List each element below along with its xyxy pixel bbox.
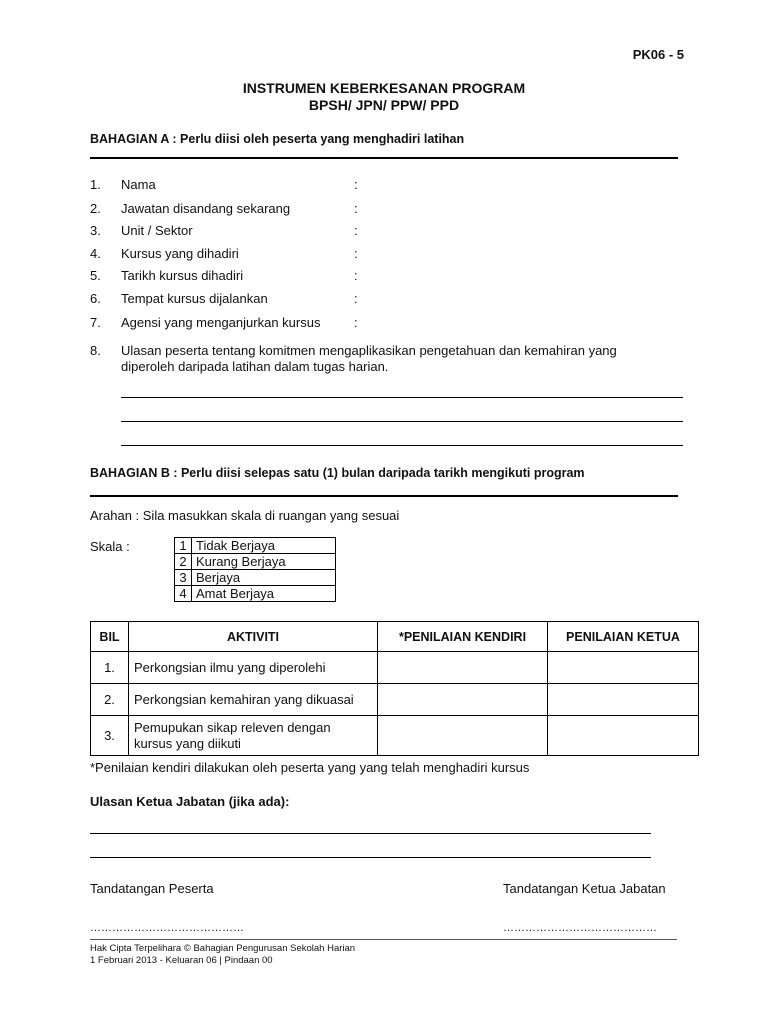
scale-number: 1 bbox=[175, 538, 192, 554]
scale-description: Berjaya bbox=[192, 570, 336, 586]
item-label: Unit / Sektor bbox=[121, 223, 193, 238]
footnote: *Penilaian kendiri dilakukan oleh peserta yang yang telah menghadiri kursus bbox=[90, 760, 530, 775]
table-row bbox=[91, 652, 699, 684]
scale-number: 2 bbox=[175, 554, 192, 570]
footer-version: 1 Februari 2013 - Keluaran 06 | Pindaan 00 bbox=[90, 955, 273, 966]
self-rating-cell[interactable] bbox=[378, 716, 548, 756]
item-colon: : bbox=[354, 291, 358, 306]
head-rating-cell[interactable] bbox=[548, 652, 699, 684]
scale-description: Tidak Berjaya bbox=[192, 538, 336, 554]
table-row bbox=[91, 716, 699, 756]
item-number: 7. bbox=[90, 315, 101, 330]
scale-description: Kurang Berjaya bbox=[192, 554, 336, 570]
activity-cell bbox=[129, 716, 378, 756]
item-colon: : bbox=[354, 268, 358, 283]
item-number: 1. bbox=[90, 177, 101, 192]
item-colon: : bbox=[354, 246, 358, 261]
row-number: 2. bbox=[91, 684, 129, 716]
participant-signature-label: Tandatangan Peserta bbox=[90, 881, 214, 896]
item-label-line1: Ulasan peserta tentang komitmen mengaplikasikan pengetahuan dan kemahiran yang bbox=[121, 343, 617, 358]
item-number: 2. bbox=[90, 201, 101, 216]
section-b-heading: BAHAGIAN B : Perlu diisi selepas satu (1) bulan daripada tarikh mengikuti program bbox=[90, 466, 585, 480]
item-colon: : bbox=[354, 201, 358, 216]
row-number: 1. bbox=[91, 652, 129, 684]
footer-rule bbox=[90, 939, 677, 940]
head-signature-label: Tandatangan Ketua Jabatan bbox=[503, 881, 666, 896]
item-label: Tarikh kursus dihadiri bbox=[121, 268, 244, 283]
table-row bbox=[175, 554, 336, 570]
self-rating-cell[interactable] bbox=[378, 684, 548, 716]
review-line bbox=[90, 857, 651, 858]
table-header-row bbox=[91, 622, 699, 652]
participant-signature-line[interactable]: …………………………………… bbox=[90, 922, 244, 934]
head-review-heading: Ulasan Ketua Jabatan (jika ada): bbox=[90, 794, 290, 809]
scale-number: 3 bbox=[175, 570, 192, 586]
document-subtitle: BPSH/ JPN/ PPW/ PPD bbox=[308, 97, 460, 113]
item-number: 3. bbox=[90, 223, 101, 238]
evaluation-table bbox=[90, 621, 699, 756]
item-number: 5. bbox=[90, 268, 101, 283]
table-row bbox=[175, 570, 336, 586]
section-b-rule bbox=[90, 495, 678, 497]
item-colon: : bbox=[354, 177, 358, 192]
item-label: Tempat kursus dijalankan bbox=[121, 291, 268, 306]
document-title: INSTRUMEN KEBERKESANAN PROGRAM bbox=[242, 80, 526, 96]
item-colon: : bbox=[354, 223, 358, 238]
self-rating-cell[interactable] bbox=[378, 652, 548, 684]
head-rating-cell[interactable] bbox=[548, 716, 699, 756]
head-signature-line[interactable]: …………………………………… bbox=[503, 922, 657, 934]
item-colon: : bbox=[354, 315, 358, 330]
scale-table bbox=[174, 537, 336, 602]
answer-line bbox=[121, 445, 683, 446]
activity-line2: kursus yang diikuti bbox=[134, 735, 241, 751]
answer-line bbox=[121, 397, 683, 398]
table-row bbox=[175, 538, 336, 554]
form-code: PK06 - 5 bbox=[632, 47, 684, 62]
scale-label: Skala : bbox=[90, 539, 130, 554]
item-label: Agensi yang menganjurkan kursus bbox=[121, 315, 321, 330]
activity-cell: Perkongsian ilmu yang diperolehi bbox=[129, 652, 378, 684]
row-number: 3. bbox=[91, 716, 129, 756]
head-rating-cell[interactable] bbox=[548, 684, 699, 716]
instruction-text: Arahan : Sila masukkan skala di ruangan yang sesuai bbox=[90, 508, 400, 523]
answer-line bbox=[121, 421, 683, 422]
column-header-aktiviti: AKTIVITI bbox=[129, 622, 378, 652]
item-label: Jawatan disandang sekarang bbox=[121, 201, 291, 216]
column-header-penilaian-ketua: PENILAIAN KETUA bbox=[548, 622, 699, 652]
column-header-bil: BIL bbox=[91, 622, 129, 652]
activity-line1: Pemupukan sikap releven dengan bbox=[134, 719, 331, 735]
item-number: 4. bbox=[90, 246, 101, 261]
item-label-line2: diperoleh daripada latihan dalam tugas harian. bbox=[121, 359, 389, 374]
activity-cell: Perkongsian kemahiran yang dikuasai bbox=[129, 684, 378, 716]
scale-description: Amat Berjaya bbox=[192, 586, 336, 602]
footer-copyright: Hak Cipta Terpelihara © Bahagian Pengurusan Sekolah Harian bbox=[90, 943, 356, 954]
section-a-rule bbox=[90, 157, 678, 159]
item-label: Nama bbox=[121, 177, 156, 192]
item-number: 6. bbox=[90, 291, 101, 306]
review-line bbox=[90, 833, 651, 834]
table-row bbox=[91, 684, 699, 716]
scale-number: 4 bbox=[175, 586, 192, 602]
item-label: Kursus yang dihadiri bbox=[121, 246, 239, 261]
column-header-penilaian-kendiri: *PENILAIAN KENDIRI bbox=[378, 622, 548, 652]
table-row bbox=[175, 586, 336, 602]
section-a-heading: BAHAGIAN A : Perlu diisi oleh peserta yang menghadiri latihan bbox=[90, 132, 465, 146]
item-number: 8. bbox=[90, 343, 101, 358]
